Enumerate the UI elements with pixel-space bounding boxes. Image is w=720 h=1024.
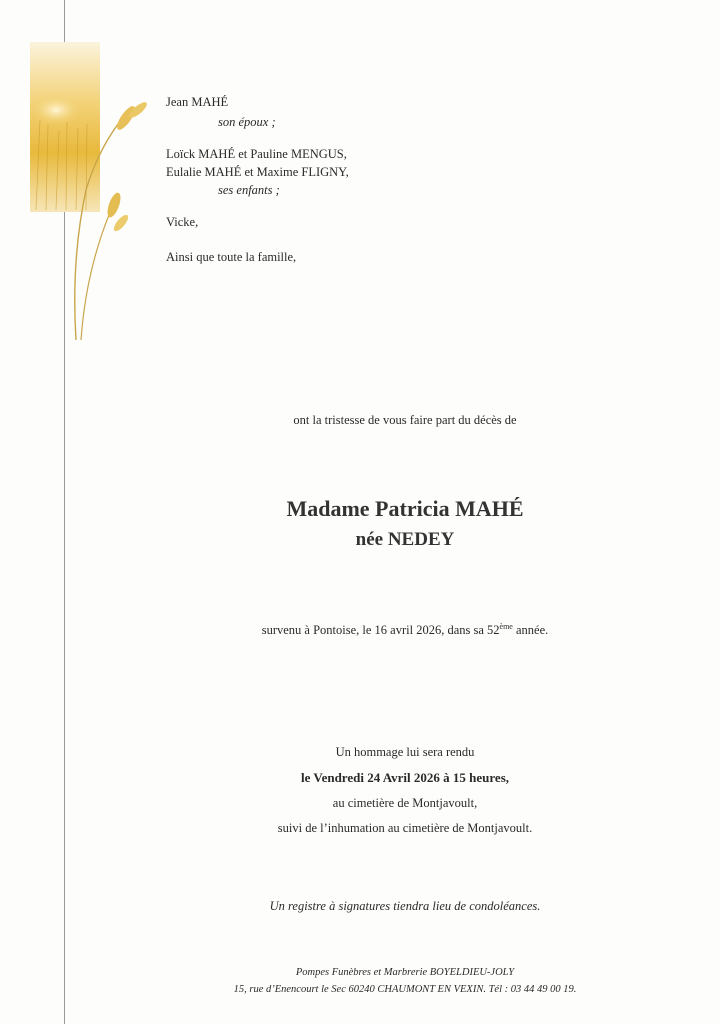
- intro-line: ont la tristesse de vous faire part du décès de: [293, 413, 517, 427]
- condolences-note: Un registre à signatures tiendra lieu de condoléances.: [269, 899, 541, 913]
- spouse-role: son époux ;: [218, 115, 276, 129]
- death-text: survenu à Pontoise, le 16 avril 2026, dans sa 52: [261, 623, 500, 637]
- burial-place: suivi de l’inhumation au cimetière de Montjavoult.: [277, 821, 533, 835]
- family-rest: Ainsi que toute la famille,: [166, 250, 297, 264]
- ceremony-line-1: Un hommage lui sera rendu: [335, 745, 475, 759]
- wheat-illustration: [26, 40, 156, 350]
- ceremony-date: le Vendredi 24 Avril 2026 à 15 heures,: [300, 770, 509, 785]
- funeral-address: 15, rue d’Enencourt le Sec 60240 CHAUMONT EN VEXIN. Tél : 03 44 49 00 19.: [233, 984, 577, 995]
- child-couple-1: Loïck MAHÉ et Pauline MENGUS,: [166, 147, 347, 161]
- spouse-name: Jean MAHÉ: [166, 95, 229, 109]
- child-couple-2: Eulalie MAHÉ et Maxime FLIGNY,: [166, 165, 349, 179]
- other-relative: Vicke,: [166, 215, 199, 229]
- death-text-end: année.: [512, 623, 549, 637]
- deceased-name: Madame Patricia MAHÉ: [286, 496, 524, 521]
- death-details: [0, 621, 720, 637]
- ordinal-suffix: ème: [499, 621, 513, 631]
- ceremony-place: au cimetière de Montjavoult,: [332, 796, 478, 810]
- maiden-name: née NEDEY: [355, 529, 455, 550]
- children-role: ses enfants ;: [218, 183, 280, 197]
- funeral-company: Pompes Funèbres et Marbrerie BOYELDIEU-JOLY: [295, 967, 515, 978]
